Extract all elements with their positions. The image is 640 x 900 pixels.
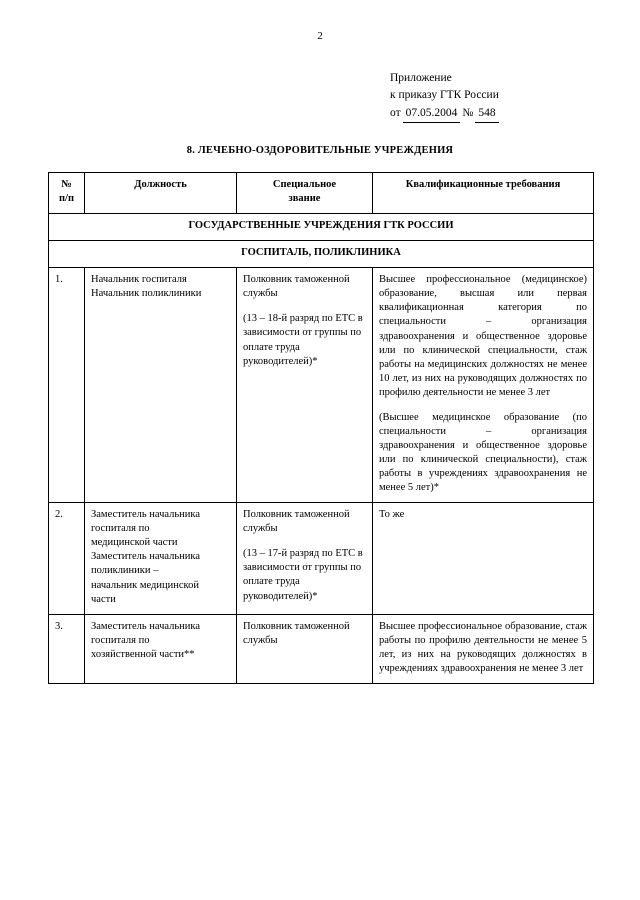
- row-requirements: [373, 268, 594, 503]
- row-position-line: медицинской части: [91, 537, 178, 549]
- row-position-line: хозяйственной части**: [91, 648, 195, 660]
- row-rank: [237, 268, 373, 503]
- appendix-line-2: к приказу ГТК России: [390, 89, 499, 102]
- column-header-position: Должность: [85, 173, 237, 214]
- row-position: [85, 614, 237, 683]
- row-rank-note: (13 – 17-й разряд по ЕТС в зависимости от группы по оплате труда руководителей)*: [243, 548, 363, 602]
- row-requirements-paragraph: Высшее профессиональное (медицинское) образование, высшая или первая квалификационная категория по специальности – организация здравоохранения и общественное здоровье или по клинической специальности, стаж работы на медицинских должностях не менее 10 лет, из них на руководящих должностях по профилю деятельности не менее 3 лет: [379, 274, 587, 398]
- appendix-num-value: 548: [475, 105, 498, 123]
- row-position-line: госпиталя по: [91, 523, 150, 535]
- banner-hospital: ГОСПИТАЛЬ, ПОЛИКЛИНИКА: [49, 241, 594, 268]
- column-header-requirements: Квалификационные требования: [373, 173, 594, 214]
- appendix-from-label: от: [390, 106, 401, 119]
- column-header-number: [49, 173, 85, 214]
- banner-institutions: ГОСУДАРСТВЕННЫЕ УЧРЕЖДЕНИЯ ГТК РОССИИ: [49, 214, 594, 241]
- row-rank-main: Полковник таможенной службы: [243, 509, 350, 535]
- row-position-line: Заместитель начальника: [91, 509, 201, 521]
- table-row: [49, 268, 594, 503]
- qualification-requirements-table: [48, 172, 594, 684]
- appendix-date-value: 07.05.2004: [403, 105, 461, 123]
- row-requirements: [373, 503, 594, 614]
- page-number: 2: [317, 30, 323, 42]
- row-position-line: Начальник поликлиники: [91, 288, 202, 300]
- appendix-num-label: №: [462, 106, 474, 119]
- column-header-rank-line1: Специальное: [272, 179, 337, 190]
- appendix-line-1: Приложение: [390, 72, 452, 84]
- row-position-line: госпиталя по: [91, 634, 150, 646]
- row-requirements-paragraph: То же: [379, 509, 405, 521]
- column-header-number-line2: п/п: [58, 193, 75, 205]
- row-rank-main: Полковник таможенной службы: [243, 620, 350, 646]
- row-position-line: Заместитель начальника: [91, 551, 201, 563]
- row-position-line: начальник медицинской: [91, 579, 199, 591]
- table-banner-row-hospital: [49, 241, 594, 268]
- row-requirements-paragraph: (Высшее медицинское образование (по специальности – организация здравоохранения и общественное здоровье или по клинической специальности), стаж работы в учреждениях здравоохранения не менее 5 лет)*: [379, 411, 587, 494]
- column-header-rank-line2: звание: [288, 193, 321, 205]
- table-banner-row-institutions: [49, 214, 594, 241]
- appendix-block: [390, 70, 620, 123]
- column-header-rank: [237, 173, 373, 214]
- row-requirements-paragraph: Высшее профессиональное образование, стаж работы по профилю деятельности не менее 5 лет, из них на руководящих должностях в учреждениях здравоохранения не менее 3 лет: [379, 620, 587, 674]
- table-row: [49, 614, 594, 683]
- row-requirements: [373, 614, 594, 683]
- row-position-line: поликлиники –: [91, 565, 159, 577]
- row-rank-note: (13 – 18-й разряд по ЕТС в зависимости от группы по оплате труда руководителей)*: [243, 313, 363, 367]
- row-position-line: части: [91, 593, 116, 605]
- row-position-line: Начальник госпиталя: [91, 274, 187, 286]
- row-rank: [237, 503, 373, 614]
- row-rank-main: Полковник таможенной службы: [243, 274, 350, 300]
- row-position-line: Заместитель начальника: [91, 620, 201, 632]
- appendix-date-line: [390, 105, 620, 123]
- table-header-row: [49, 173, 594, 214]
- row-rank: [237, 614, 373, 683]
- row-position: [85, 268, 237, 503]
- table-row: [49, 503, 594, 614]
- row-position: [85, 503, 237, 614]
- row-number: 2.: [49, 503, 85, 614]
- column-header-number-line1: №: [61, 179, 72, 190]
- row-number: 3.: [49, 614, 85, 683]
- row-number: 1.: [49, 268, 85, 503]
- section-title: 8. ЛЕЧЕБНО-ОЗДОРОВИТЕЛЬНЫЕ УЧРЕЖДЕНИЯ: [186, 145, 454, 156]
